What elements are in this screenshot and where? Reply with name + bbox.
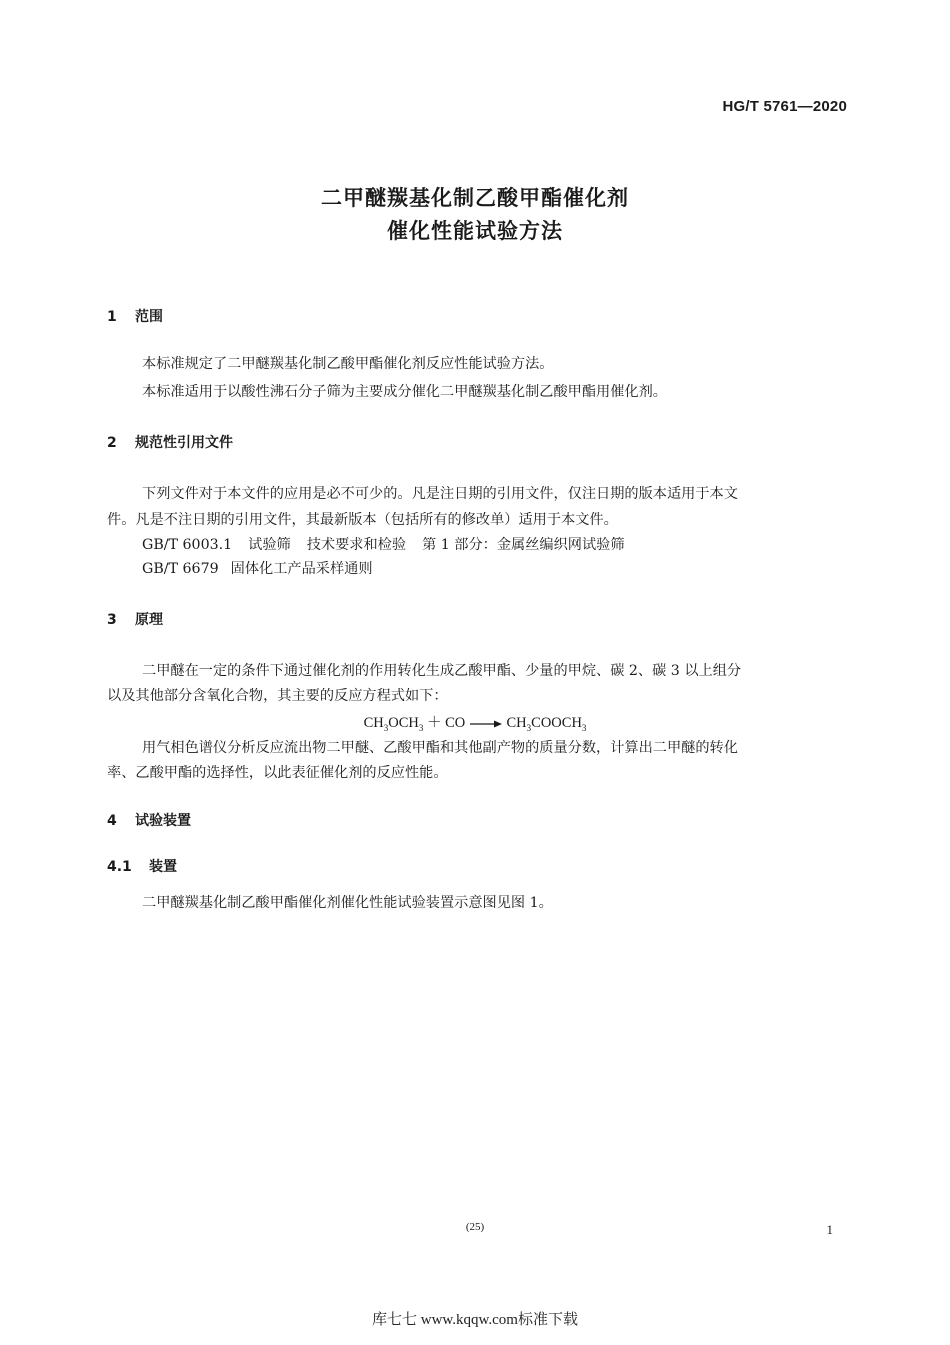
- eq-text: OCH: [388, 715, 419, 731]
- section-title: 装置: [149, 859, 177, 875]
- section-1-heading: [107, 306, 163, 326]
- section-number: 4: [107, 813, 117, 829]
- eq-text: CH: [363, 715, 384, 731]
- section-title: 原理: [135, 612, 163, 628]
- eq-subscript: 3: [581, 722, 587, 733]
- reference-code: GB/T 6003.1: [142, 537, 233, 553]
- section-title: 规范性引用文件: [135, 435, 233, 451]
- reaction-arrow-icon: [469, 719, 503, 729]
- eq-text: ＋ CO: [426, 715, 466, 731]
- eq-text: COOCH: [531, 715, 582, 731]
- document-title-line1: 二甲醚羰基化制乙酸甲酯催化剂: [321, 186, 629, 210]
- eq-subscript: 3: [526, 722, 532, 733]
- section-title: 范围: [135, 309, 163, 325]
- document-title-line2: 催化性能试验方法: [387, 219, 563, 243]
- paragraph: 本标准适用于以酸性沸石分子筛为主要成分催化二甲醚羰基化制乙酸甲酯用催化剂。: [142, 384, 667, 400]
- section-number: 2: [107, 435, 117, 451]
- section-4-1-heading: [107, 856, 177, 876]
- page-number: 1: [826, 1222, 833, 1237]
- paragraph-line: 件。凡是不注日期的引用文件，其最新版本（包括所有的修改单）适用于本文件。: [107, 512, 618, 528]
- section-number: 1: [107, 309, 117, 325]
- paragraph: 二甲醚羰基化制乙酸甲酯催化剂催化性能试验装置示意图见图 1。: [142, 895, 553, 911]
- normative-reference: [142, 534, 847, 554]
- watermark-text: 库七七 www.kqqw.com标准下载: [372, 1312, 578, 1328]
- paragraph: 本标准规定了二甲醚羰基化制乙酸甲酯催化剂反应性能试验方法。: [142, 356, 554, 372]
- paragraph-line: 率、乙酸甲酯的选择性，以此表征催化剂的反应性能。: [107, 765, 448, 781]
- standard-code: HG/T 5761—2020: [722, 98, 847, 115]
- section-title: 试验装置: [135, 813, 191, 829]
- reference-code: GB/T 6679: [142, 561, 219, 577]
- reaction-equation: [0, 711, 950, 733]
- section-3-heading: [107, 609, 163, 629]
- eq-subscript: 3: [418, 722, 424, 733]
- eq-subscript: 3: [383, 722, 389, 733]
- reference-title-part: 第 1 部分：金属丝编织网试验筛: [422, 537, 625, 553]
- section-4-heading: [107, 810, 191, 830]
- folio-number: (25): [465, 1221, 485, 1233]
- eq-text: CH: [506, 715, 527, 731]
- section-number: 4.1: [107, 859, 132, 875]
- reference-title-part: 技术要求和检验: [306, 537, 407, 553]
- section-2-heading: [107, 432, 233, 452]
- normative-reference: [142, 558, 847, 578]
- paragraph-line: 用气相色谱仪分析反应流出物二甲醚、乙酸甲酯和其他副产物的质量分数，计算出二甲醚的转化: [142, 740, 738, 756]
- paragraph-line: 以及其他部分含氧化合物，其主要的反应方程式如下：: [107, 688, 448, 704]
- reference-title-part: 固体化工产品采样通则: [230, 561, 373, 577]
- paragraph-line: 二甲醚在一定的条件下通过催化剂的作用转化生成乙酸甲酯、少量的甲烷、碳 2、碳 3 以上组分: [142, 663, 742, 679]
- section-number: 3: [107, 612, 117, 628]
- reference-title-part: 试验筛: [248, 537, 291, 553]
- paragraph-line: 下列文件对于本文件的应用是必不可少的。凡是注日期的引用文件，仅注日期的版本适用于本文: [142, 486, 738, 502]
